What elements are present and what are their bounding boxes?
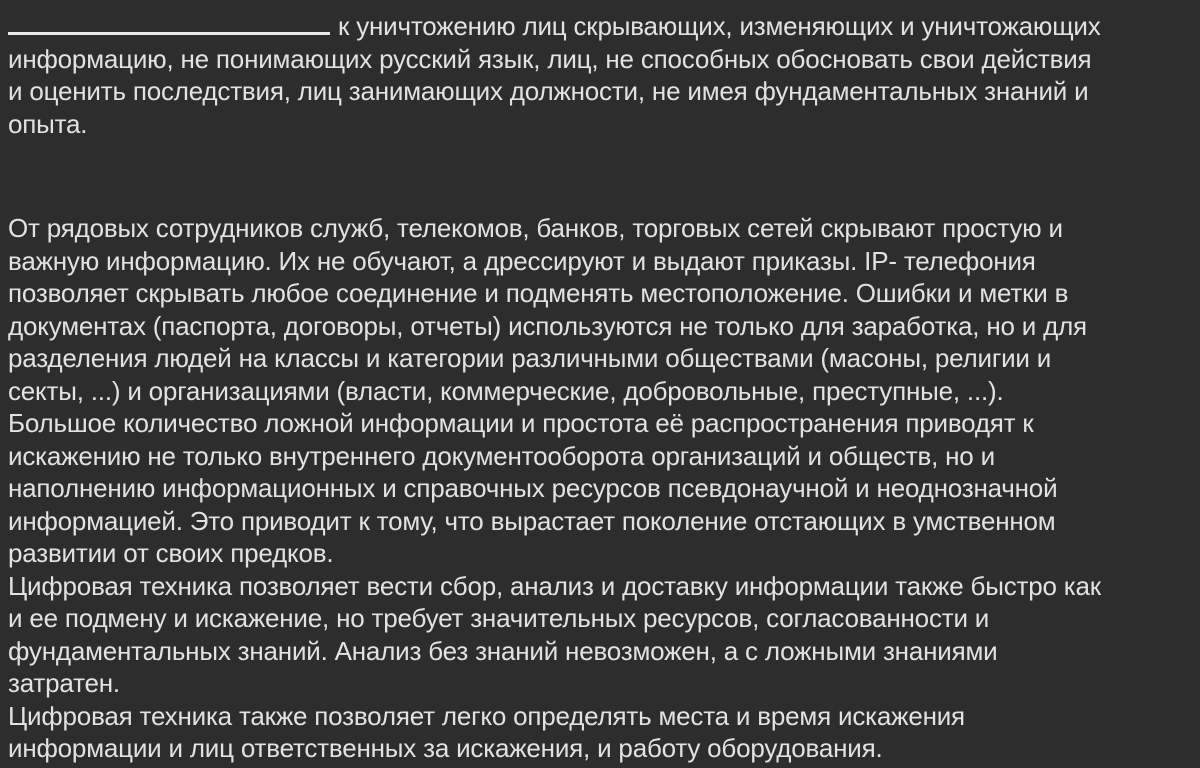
- text-line: [8, 635, 1192, 668]
- text-line: [8, 212, 1192, 245]
- text-line: [8, 342, 1192, 375]
- text-line-content: наполнению информационных и справочных ресурсов псевдонаучной и неоднозначной: [8, 473, 1058, 503]
- text-line-content: к уничтожению лиц скрывающих, изменяющих и уничтожающих: [338, 11, 1101, 41]
- text-line: [8, 602, 1192, 635]
- text-line: [8, 375, 1192, 408]
- text-line: [8, 245, 1192, 278]
- text-line-content: От рядовых сотрудников служб, телекомов, банков, торговых сетей скрывают простую и: [8, 213, 1063, 243]
- text-line: [8, 472, 1192, 505]
- text-line: [8, 440, 1192, 473]
- text-line-content: искажению не только внутреннего документооборота организаций и обществ, но и: [8, 440, 995, 471]
- text-line: [8, 310, 1192, 343]
- text-line-content: разделения людей на классы и категории различными обществами (масоны, религии и: [8, 343, 1052, 373]
- text-line-content: важную информацию. Их не обучают, а дрессируют и выдают приказы. IP- телефония: [8, 245, 1036, 276]
- text-line-content: информацией. Это приводит к тому, что вырастает поколение отстающих в умственном: [8, 505, 1056, 536]
- text-line-content: и оценить последствия, лиц занимающих должности, не имея фундаментальных знаний и: [8, 76, 1089, 106]
- paragraph: [8, 212, 1192, 765]
- text-line-content: информацию, не понимающих русский язык, лиц, не способных обосновать свои действия: [8, 43, 1092, 74]
- text-line-content: позволяет скрывать любое соединение и подменять местоположение. Ошибки и метки в: [8, 278, 1069, 308]
- text-line: [8, 570, 1192, 603]
- text-line-content: секты, ...) и организациями (власти, коммерческие, добровольные, преступные, ...).: [8, 375, 1004, 406]
- text-line: [8, 43, 1192, 76]
- text-line-content: затратен.: [8, 668, 120, 698]
- text-line-content: опыта.: [8, 108, 88, 139]
- text-line: [8, 75, 1192, 108]
- text-line: [8, 537, 1192, 570]
- text-line: [8, 505, 1192, 538]
- text-line: [8, 108, 1192, 141]
- text-line: [8, 10, 1192, 43]
- text-line: [8, 407, 1192, 440]
- text-line-content: Цифровая техника позволяет вести сбор, анализ и доставку информации также быстро как: [8, 570, 1101, 601]
- text-line-content: фундаментальных знаний. Анализ без знаний невозможен, а с ложными знаниями: [8, 635, 998, 666]
- text-line-content: информации и лиц ответственных за искажения, и работу оборудования.: [8, 733, 883, 763]
- text-line-content: Большое количество ложной информации и простота её распространения приводят к: [8, 408, 1034, 438]
- document-text: [8, 10, 1192, 765]
- text-line-content: Цифровая техника также позволяет легко определять места и время искажения: [8, 700, 965, 731]
- text-line: [8, 700, 1192, 733]
- text-line-content: развитии от своих предков.: [8, 538, 334, 568]
- text-line: [8, 277, 1192, 310]
- text-line: [8, 667, 1192, 700]
- text-line: [8, 732, 1192, 765]
- fill-in-blank-line: [8, 12, 330, 35]
- text-line-content: и ее подмену и искажение, но требует значительных ресурсов, согласованности и: [8, 603, 990, 633]
- text-line-content: документах (паспорта, договоры, отчеты) используются не только для заработка, но и для: [8, 310, 1087, 341]
- paragraph: [8, 10, 1192, 140]
